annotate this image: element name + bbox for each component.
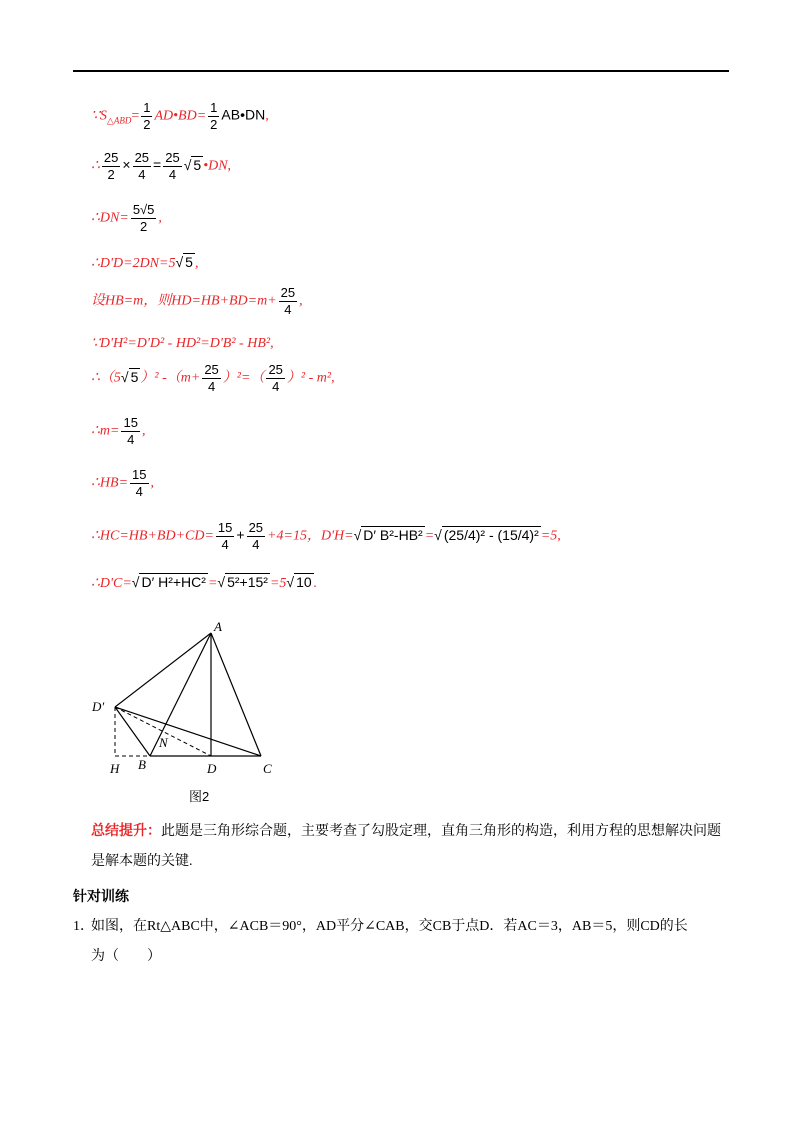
- text: ∴（5: [91, 370, 121, 386]
- text: AD•BD=: [154, 108, 207, 124]
- label-D: D: [207, 761, 217, 776]
- text: ∴D'D=2DN=5: [91, 256, 176, 271]
- denominator: 4: [266, 378, 284, 395]
- text: =: [207, 576, 218, 591]
- sqrt: √ 5: [120, 368, 139, 385]
- radicand: D′ H²+HC²: [141, 574, 206, 590]
- fraction: [279, 285, 297, 318]
- fraction: [202, 362, 220, 395]
- denominator: 4: [279, 301, 297, 318]
- text: ∴HC=HB+BD+CD=: [91, 528, 214, 544]
- fraction: [133, 150, 151, 183]
- radicand: 5: [193, 156, 202, 173]
- denominator: 4: [247, 536, 265, 553]
- text: ）²=（: [222, 370, 265, 386]
- solution-line-6: [91, 335, 274, 352]
- denominator: 4: [133, 166, 151, 183]
- denominator: 4: [121, 431, 139, 448]
- sqrt: √ 5: [175, 254, 193, 270]
- text: ,: [194, 256, 199, 271]
- text: ）² -（m+: [140, 370, 201, 386]
- fraction: [141, 100, 152, 133]
- fraction: [266, 362, 284, 395]
- header-rule: [73, 70, 729, 72]
- numerator: 1: [143, 100, 151, 115]
- denominator: 2: [210, 117, 218, 132]
- text: ∴m=: [91, 423, 120, 439]
- numerator: 25: [280, 285, 296, 300]
- radicand: 5: [185, 254, 193, 270]
- denominator: 2: [102, 166, 120, 183]
- text: =5,: [540, 528, 561, 544]
- solution-line-2: [91, 150, 231, 183]
- solution-line-1: [91, 100, 269, 133]
- text: +: [236, 526, 245, 543]
- numerator: 25: [165, 150, 180, 165]
- fraction: [163, 150, 181, 183]
- numerator: 1: [210, 100, 218, 115]
- denominator: 4: [130, 483, 148, 500]
- numerator: 15: [123, 415, 138, 430]
- label-A: A: [214, 619, 222, 634]
- section-heading: 针对训练: [73, 888, 129, 904]
- solution-line-11: [91, 574, 317, 592]
- text: AB•DN: [221, 106, 266, 123]
- summary-label: 总结提升：: [91, 824, 161, 839]
- sqrt: √ (25/4)² - (15/4)²: [434, 526, 539, 543]
- question-text-continued: 为（ ）: [91, 949, 161, 964]
- text: =: [424, 528, 435, 544]
- text: ,: [141, 423, 146, 439]
- text: 设HB=m，则HD=HB+BD=m+: [91, 293, 277, 309]
- summary-paragraph: [91, 817, 731, 877]
- text: ∴DN=: [91, 210, 129, 226]
- sqrt: √ 5²+15²: [217, 574, 268, 590]
- numerator: 25: [248, 520, 264, 535]
- segment-AD-prime: [115, 633, 211, 707]
- text: ×: [122, 156, 131, 173]
- text: ）² - m²,: [286, 370, 335, 386]
- subscript: △ABD: [106, 115, 132, 126]
- question-number: 1．: [73, 919, 94, 934]
- text: ,: [158, 210, 162, 226]
- solution-line-3: [91, 202, 162, 235]
- denominator: 2: [131, 218, 157, 235]
- sqrt: √ 5: [183, 156, 202, 173]
- text: ∴HB=: [91, 475, 129, 491]
- sqrt: √ D′ B²-HB²: [353, 526, 423, 543]
- sqrt: √ 10: [286, 574, 312, 590]
- solution-line-7: [91, 362, 335, 395]
- solution-line-9: [91, 467, 154, 500]
- numerator: 25: [134, 150, 150, 165]
- label-C: C: [263, 761, 272, 776]
- summary-text: 此题是三角形综合题，主要考查了勾股定理，直角三角形的构造，利用方程的思想解决问题是解本题的关键.: [91, 824, 721, 869]
- radicand: 10: [296, 574, 312, 590]
- label-B: B: [138, 757, 146, 772]
- label-N: N: [159, 735, 168, 750]
- text: ∴D'C=: [91, 576, 132, 591]
- numerator: 25: [204, 362, 219, 377]
- sqrt: √ D′ H²+HC²: [131, 574, 206, 590]
- solution-line-8: [91, 415, 145, 448]
- solution-line-4: [91, 254, 198, 272]
- denominator: 2: [143, 117, 151, 132]
- numerator: 25: [268, 362, 283, 377]
- radicand: D′ B²-HB²: [363, 526, 423, 543]
- text: ∵D'H²=D'D² - HD²=D'B² - HB²,: [91, 336, 274, 351]
- text: ∵S: [91, 108, 107, 124]
- text: +4=15，D'H=: [267, 528, 354, 544]
- numerator: 5√5: [132, 202, 155, 217]
- figure-caption: 图2: [189, 789, 210, 804]
- text: ,: [299, 293, 303, 309]
- solution-line-10: [91, 520, 561, 553]
- text: ,: [150, 475, 154, 491]
- text: =: [131, 108, 140, 124]
- text: •DN,: [203, 158, 232, 174]
- text: .: [313, 576, 318, 591]
- text: ∴: [91, 158, 100, 174]
- fraction: [216, 520, 234, 553]
- denominator: 4: [163, 166, 181, 183]
- radicand: 5²+15²: [227, 574, 268, 590]
- denominator: 4: [202, 378, 220, 395]
- numerator: 15: [132, 467, 147, 482]
- fraction: [130, 467, 148, 500]
- fraction: [102, 150, 120, 183]
- text: ,: [265, 108, 269, 124]
- segment-D-prime-B: [115, 707, 150, 756]
- fraction: [247, 520, 265, 553]
- text: =: [153, 156, 162, 173]
- geometry-figure: [80, 615, 300, 785]
- segment-AC: [211, 633, 261, 756]
- denominator: 4: [216, 536, 234, 553]
- fraction: [131, 202, 157, 235]
- label-D-prime: D′: [92, 699, 105, 714]
- radicand: (25/4)² - (15/4)²: [443, 526, 539, 543]
- label-H: H: [110, 761, 120, 776]
- solution-line-5: [91, 285, 303, 318]
- segment-D-prime-C: [115, 707, 261, 756]
- fraction: [121, 415, 139, 448]
- numerator: 25: [103, 150, 119, 165]
- radicand: 5: [130, 368, 139, 385]
- text: =5: [269, 576, 287, 591]
- numerator: 15: [217, 520, 233, 535]
- question-1: [73, 912, 733, 972]
- fraction: [208, 100, 219, 133]
- question-text: 如图，在Rt△ABC中，∠ACB＝90°，AD平分∠CAB，交CB于点D．若AC＝3，AB＝5，则CD的长: [91, 919, 688, 934]
